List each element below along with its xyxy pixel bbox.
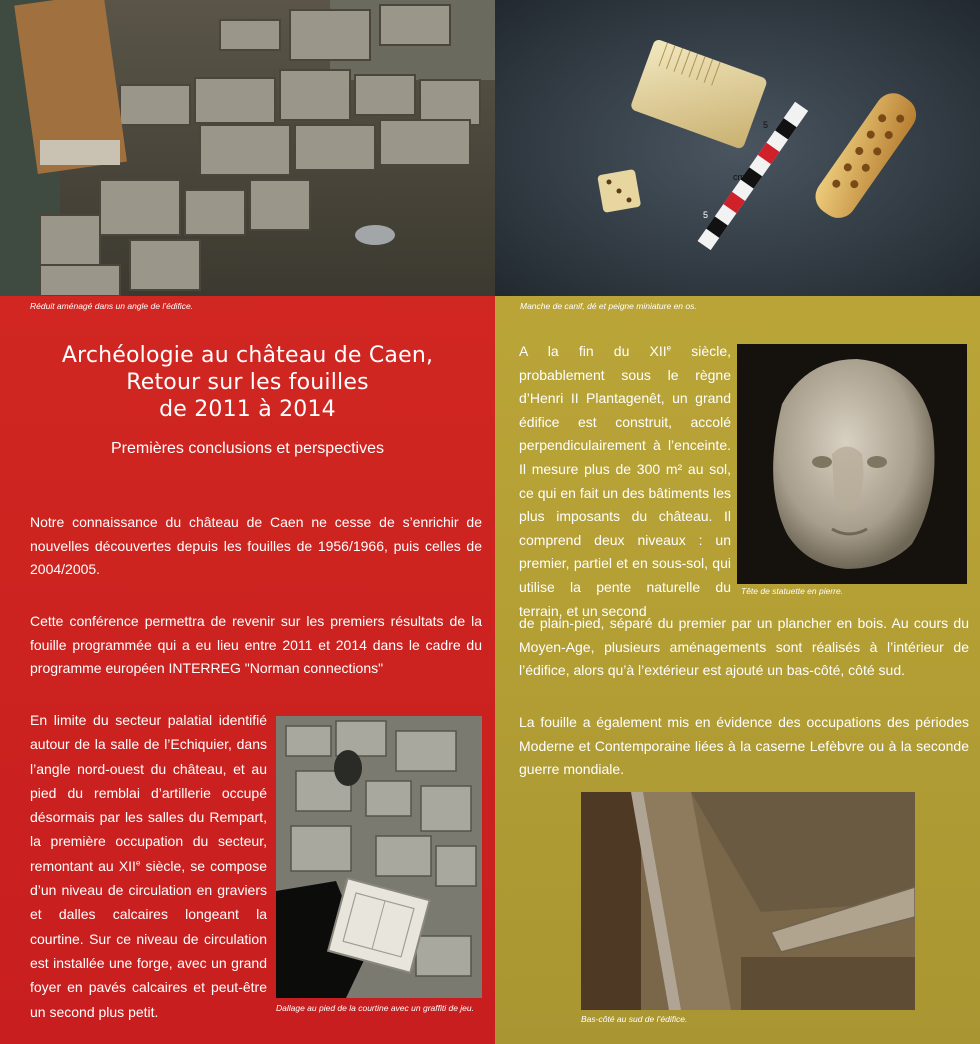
page-subtitle: Premières conclusions et perspectives: [110, 440, 384, 457]
caption-statuette-head: Tête de statuette en pierre.: [741, 586, 844, 596]
scale-unit: cm: [733, 172, 745, 182]
photo-artifacts: [495, 0, 980, 296]
title-line-1: Archéologie au château de Caen,: [61, 343, 434, 368]
paragraph-edifice-part-2: siècle, probablement sous le règne d’Henri II Plantagenêt, un grand édifice est construit, accolé perpendiculairement à l’enceinte. Il mesure plus de 300 m² au sol, ce qui en fait un des bâtiments les plus imposants du château. Il comprend deux niveaux : un premier, partiel et en sous-sol, qui utilise la pente naturelle du terrain, et un second: [519, 343, 731, 619]
caption-paving: Dallage au pied de la courtine avec un graffiti de jeu.: [276, 1003, 474, 1013]
paragraph-edifice: [519, 340, 731, 623]
caption-stone-wall: Réduit aménagé dans un angle de l’édifice.: [30, 301, 194, 311]
paragraph-forge-part-1: En limite du secteur palatial identifié autour de la salle de l’Echiquier, dans l’angle nord-ouest du château, et au pied du remblai d’artillerie occupé désormais par les salles du Rempart, la première occupation du secteur, remontant au XII: [30, 712, 267, 874]
paragraph-forge-superscript: e: [135, 858, 141, 868]
paragraph-conference: Cette conférence permettra de revenir sur les premiers résultats de la fouille programmée qui a eu lieu entre 2011 et 2014 dans le cadre du programme européen INTERREG "Norman connections": [30, 613, 482, 676]
photo-statuette-head: [737, 344, 967, 584]
caption-artifacts: Manche de canif, dé et peigne miniature en os.: [520, 301, 697, 311]
paragraph-floor: de plain-pied, séparé du premier par un plancher en bois. Au cours du Moyen-Age, plusieurs aménagements sont réalisés à l’intérieur de l’édifice, alors qu’à l’extérieur est ajouté un bas-côté, côté sud.: [519, 615, 969, 679]
paragraph-intro: Notre connaissance du château de Caen ne cesse de s’enrichir de nouvelles découvertes depuis les fouilles de 1956/1966, puis celles de 2004/2005.: [30, 514, 482, 577]
scale-number-1: 5: [703, 210, 709, 220]
title-line-3: de 2011 à 2014: [159, 397, 336, 422]
caption-side-aisle: Bas-côté au sud de l’édifice.: [581, 1014, 688, 1024]
paragraph-forge: [30, 708, 267, 1024]
scale-number-2: 5: [763, 120, 769, 130]
title-line-2: Retour sur les fouilles: [126, 370, 369, 395]
paragraph-edifice-superscript: e: [666, 343, 672, 353]
photo-stone-wall: [0, 0, 495, 296]
paragraph-modern: La fouille a également mis en évidence des occupations des périodes Moderne et Contemporaine liées à la caserne Lefèbvre ou à la seconde guerre mondiale.: [519, 714, 969, 778]
page-title: [0, 342, 495, 423]
paragraph-forge-part-2: siècle, se compose d’un niveau de circulation en graviers et dalles calcaires longeant la courtine. Sur ce niveau de circulation est installée une forge, avec un grand foyer en pavés calcaires et peut-être un second plus petit.: [30, 857, 267, 1020]
photo-paving: [276, 716, 482, 998]
paragraph-edifice-part-1: A la fin du XII: [519, 343, 667, 359]
photo-side-aisle: [581, 792, 915, 1010]
